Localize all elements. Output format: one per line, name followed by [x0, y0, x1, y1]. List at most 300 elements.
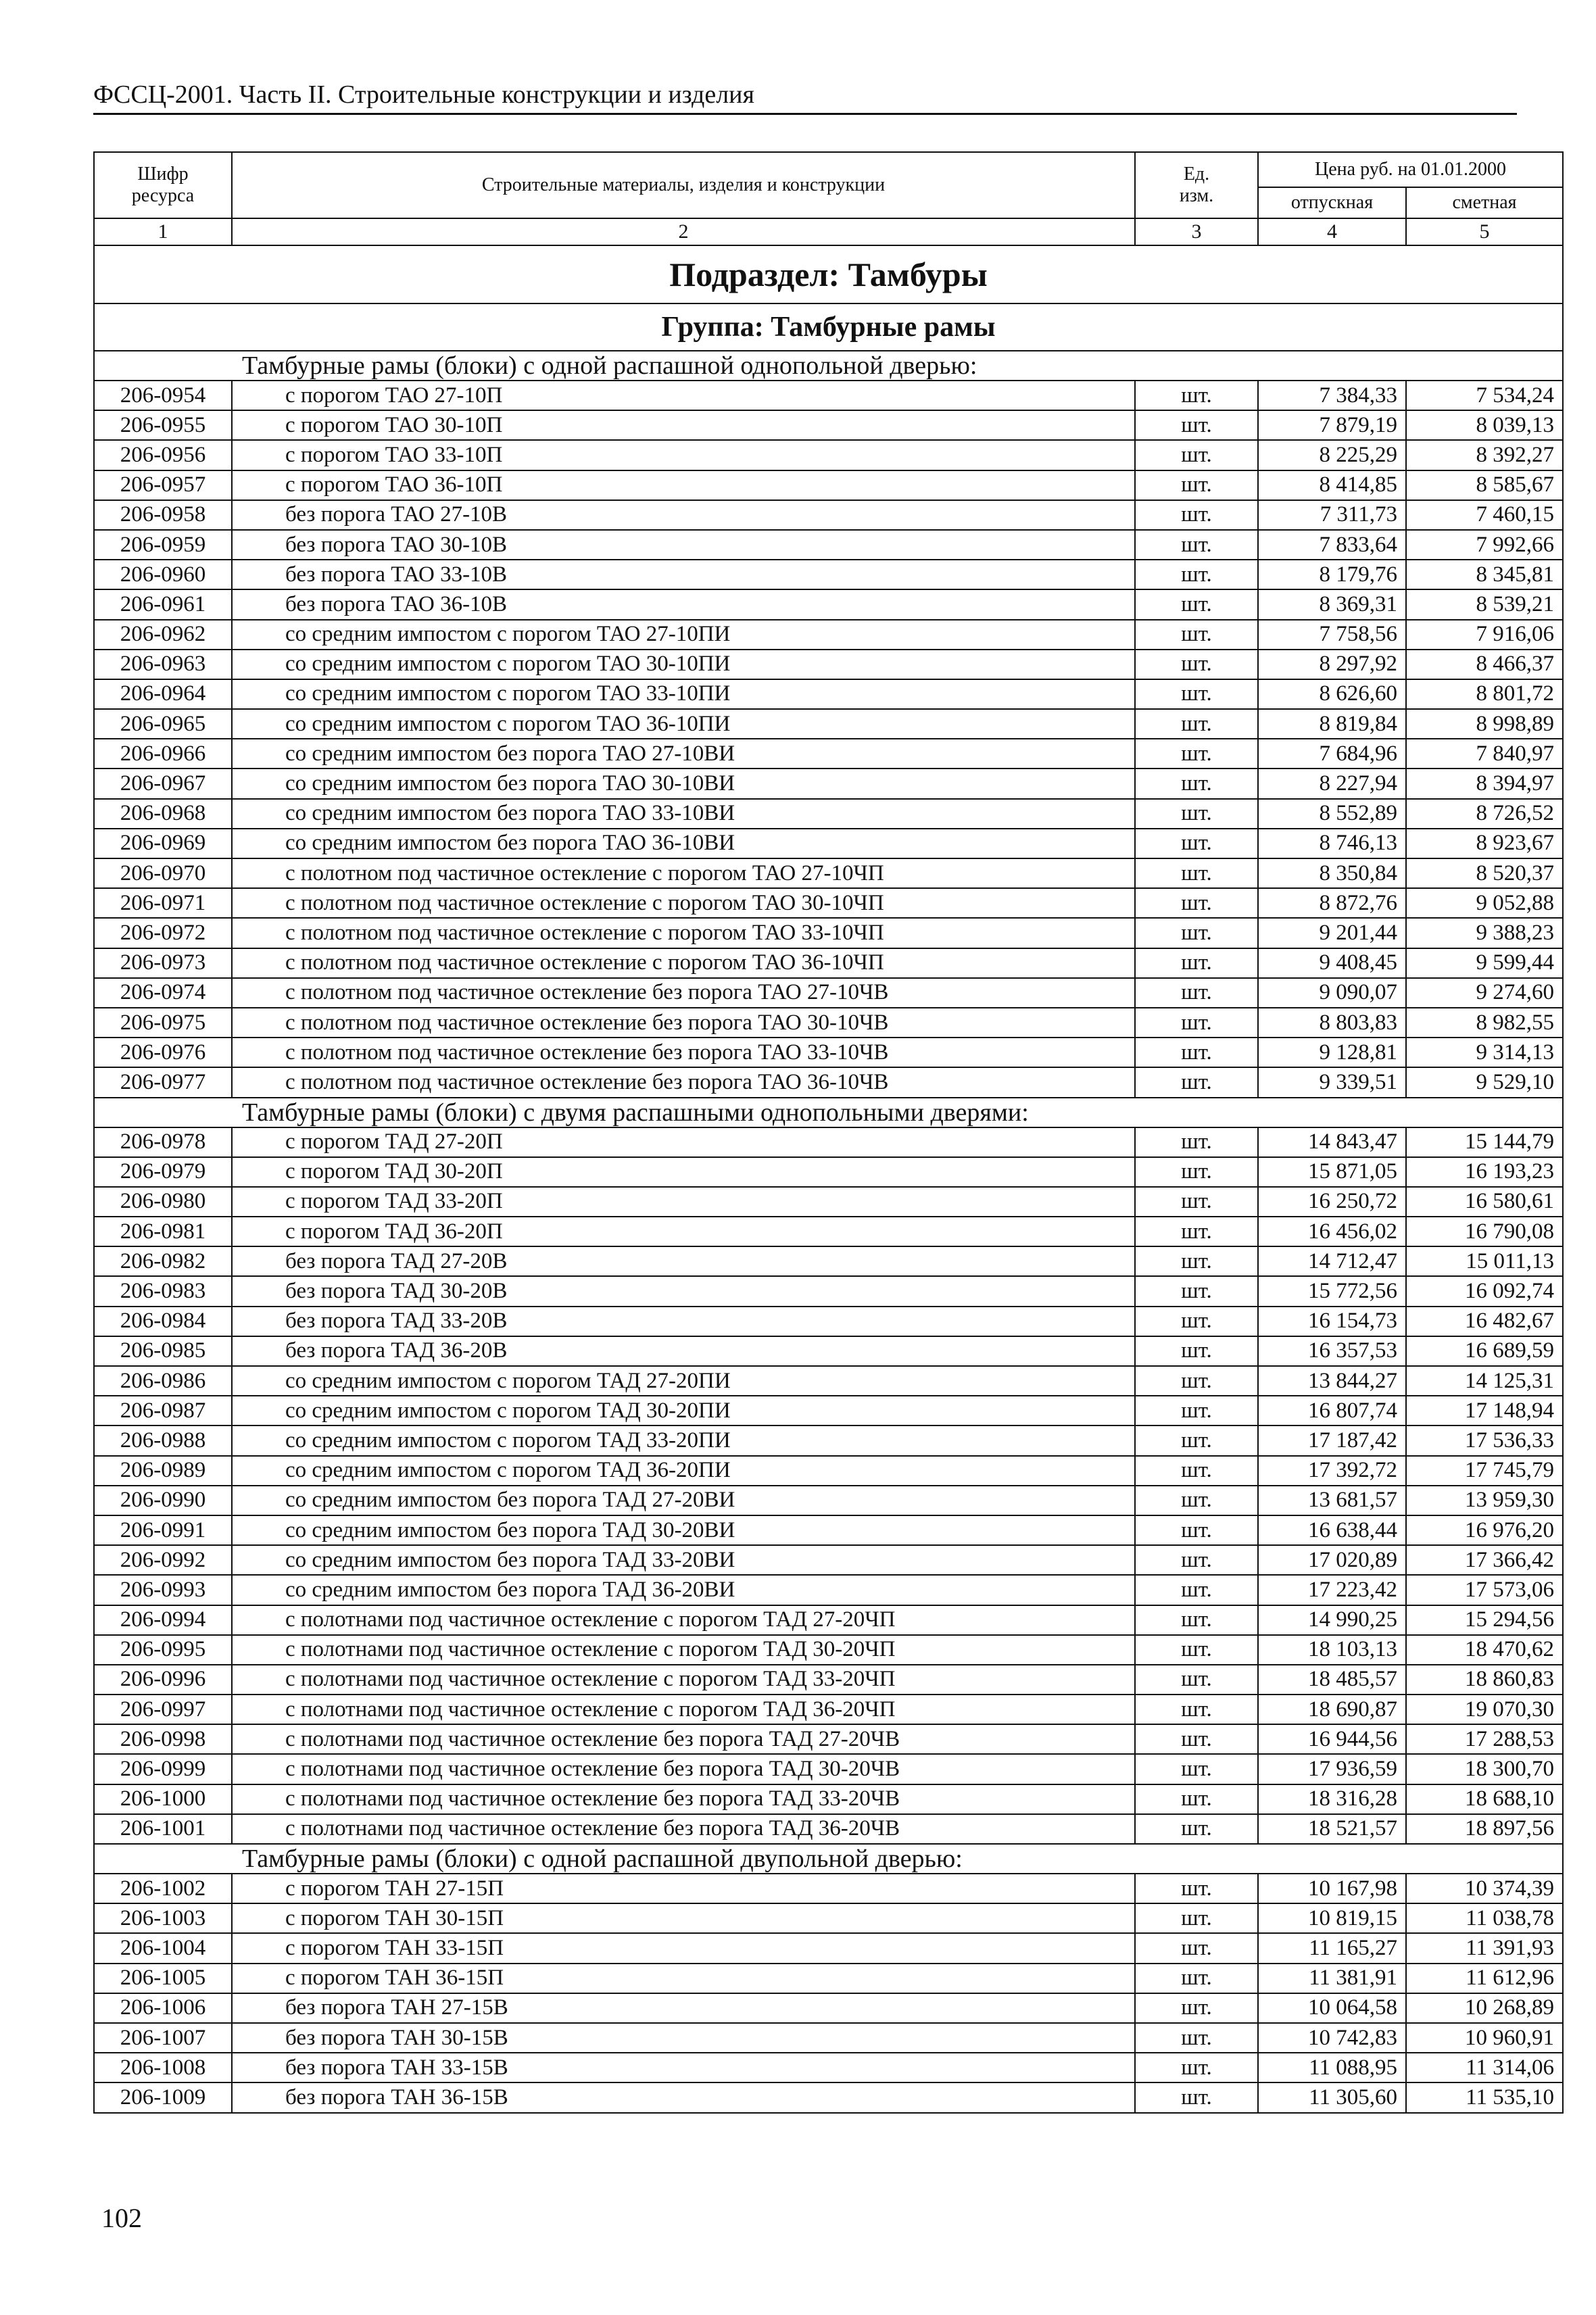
price-release: 15 772,56: [1258, 1276, 1406, 1306]
unit: шт.: [1135, 1515, 1258, 1545]
table-row: [94, 1814, 1563, 1844]
resource-code: 206-0990: [94, 1486, 232, 1515]
price-release: 16 638,44: [1258, 1515, 1406, 1545]
resource-code: 206-0967: [94, 769, 232, 798]
unit: шт.: [1135, 1425, 1258, 1455]
table-row: [94, 858, 1563, 888]
table-row: [94, 1038, 1563, 1067]
table-row: [94, 1754, 1563, 1784]
resource-code: 206-0979: [94, 1157, 232, 1187]
table-row: [94, 1575, 1563, 1605]
price-release: 13 681,57: [1258, 1486, 1406, 1515]
header-unit-label: Ед. изм.: [1179, 163, 1214, 206]
unit: шт.: [1135, 739, 1258, 769]
resource-code: 206-1008: [94, 2053, 232, 2082]
unit: шт.: [1135, 1187, 1258, 1217]
price-estimate: 15 294,56: [1406, 1605, 1563, 1635]
resource-code: 206-0962: [94, 620, 232, 650]
resource-code: 206-0966: [94, 739, 232, 769]
unit: шт.: [1135, 799, 1258, 829]
resource-code: 206-0973: [94, 948, 232, 978]
price-release: 13 844,27: [1258, 1366, 1406, 1396]
group-row: [94, 303, 1563, 351]
price-table: [93, 151, 1564, 2114]
header-price-release-label: отпускная: [1290, 191, 1374, 213]
header-unit: [1135, 152, 1258, 218]
item-name: с полотнами под частичное остекление без порога ТАД 27-20ЧВ: [232, 1724, 1135, 1754]
item-name: со средним импостом с порогом ТАО 33-10ПИ: [232, 679, 1135, 709]
subgroup-row: [94, 1098, 1563, 1127]
price-estimate: 14 125,31: [1406, 1366, 1563, 1396]
resource-code: 206-0968: [94, 799, 232, 829]
unit: шт.: [1135, 1545, 1258, 1575]
item-name: с порогом ТАН 33-15П: [232, 1933, 1135, 1963]
table-row: [94, 799, 1563, 829]
price-estimate: 17 366,42: [1406, 1545, 1563, 1575]
item-name: с полотнами под частичное остекление без порога ТАД 30-20ЧВ: [232, 1754, 1135, 1784]
price-estimate: 8 726,52: [1406, 799, 1563, 829]
subgroup-title: Тамбурные рамы (блоки) с двумя распашными однопольными дверями:: [94, 1098, 1563, 1127]
item-name: с полотном под частичное остекление с порогом ТАО 36-10ЧП: [232, 948, 1135, 978]
price-release: 9 408,45: [1258, 948, 1406, 978]
item-name: со средним импостом без порога ТАД 27-20ВИ: [232, 1486, 1135, 1515]
unit: шт.: [1135, 679, 1258, 709]
price-release: 17 392,72: [1258, 1456, 1406, 1486]
price-release: 18 316,28: [1258, 1784, 1406, 1814]
table-row: [94, 650, 1563, 679]
item-name: с порогом ТАД 36-20П: [232, 1217, 1135, 1246]
item-name: со средним импостом без порога ТАД 33-20ВИ: [232, 1545, 1135, 1575]
item-name: без порога ТАД 36-20В: [232, 1336, 1135, 1366]
table-row: [94, 1127, 1563, 1157]
item-name: с полотном под частичное остекление без порога ТАО 36-10ЧВ: [232, 1067, 1135, 1097]
price-estimate: 15 144,79: [1406, 1127, 1563, 1157]
item-name: со средним импостом с порогом ТАО 36-10ПИ: [232, 709, 1135, 739]
table-row: [94, 1993, 1563, 2023]
price-estimate: 8 998,89: [1406, 709, 1563, 739]
price-estimate: 8 539,21: [1406, 589, 1563, 619]
price-release: 18 521,57: [1258, 1814, 1406, 1844]
unit: шт.: [1135, 858, 1258, 888]
header-price-group: [1258, 152, 1563, 187]
item-name: с полотнами под частичное остекление с порогом ТАД 36-20ЧП: [232, 1695, 1135, 1724]
table-row: [94, 410, 1563, 440]
price-estimate: 7 460,15: [1406, 500, 1563, 530]
table-row: [94, 530, 1563, 560]
unit: шт.: [1135, 918, 1258, 948]
resource-code: 206-0994: [94, 1605, 232, 1635]
item-name: без порога ТАД 27-20В: [232, 1246, 1135, 1276]
price-estimate: 13 959,30: [1406, 1486, 1563, 1515]
unit: шт.: [1135, 1635, 1258, 1665]
header-price-release: [1258, 187, 1406, 218]
item-name: с полотном под частичное остекление без порога ТАО 33-10ЧВ: [232, 1038, 1135, 1067]
table-row: [94, 2053, 1563, 2082]
resource-code: 206-0954: [94, 381, 232, 410]
unit: шт.: [1135, 1575, 1258, 1605]
price-release: 8 626,60: [1258, 679, 1406, 709]
price-estimate: 16 193,23: [1406, 1157, 1563, 1187]
price-release: 15 871,05: [1258, 1157, 1406, 1187]
resource-code: 206-0969: [94, 829, 232, 858]
table-row: [94, 1605, 1563, 1635]
table-row: [94, 381, 1563, 410]
unit: шт.: [1135, 1814, 1258, 1844]
price-release: 14 990,25: [1258, 1605, 1406, 1635]
item-name: с полотнами под частичное остекление с порогом ТАД 33-20ЧП: [232, 1665, 1135, 1695]
item-name: с полотнами под частичное остекление с порогом ТАД 27-20ЧП: [232, 1605, 1135, 1635]
resource-code: 206-1004: [94, 1933, 232, 1963]
resource-code: 206-1001: [94, 1814, 232, 1844]
price-release: 16 357,53: [1258, 1336, 1406, 1366]
resource-code: 206-0989: [94, 1456, 232, 1486]
item-name: с полотном под частичное остекление с порогом ТАО 33-10ЧП: [232, 918, 1135, 948]
unit: шт.: [1135, 1903, 1258, 1933]
item-name: со средним импостом без порога ТАО 30-10ВИ: [232, 769, 1135, 798]
price-release: 9 090,07: [1258, 978, 1406, 1008]
item-name: с порогом ТАД 33-20П: [232, 1187, 1135, 1217]
resource-code: 206-0978: [94, 1127, 232, 1157]
price-estimate: 8 394,97: [1406, 769, 1563, 798]
price-estimate: 8 345,81: [1406, 560, 1563, 589]
item-name: с полотном под частичное остекление без порога ТАО 27-10ЧВ: [232, 978, 1135, 1008]
unit: шт.: [1135, 1067, 1258, 1097]
item-name: с порогом ТАН 27-15П: [232, 1874, 1135, 1903]
header-price-group-label: Цена руб. на 01.01.2000: [1315, 158, 1506, 180]
table-row: [94, 1724, 1563, 1754]
resource-code: 206-0974: [94, 978, 232, 1008]
resource-code: 206-1005: [94, 1964, 232, 1993]
resource-code: 206-0955: [94, 410, 232, 440]
unit: шт.: [1135, 1307, 1258, 1336]
unit: шт.: [1135, 1127, 1258, 1157]
unit: шт.: [1135, 1366, 1258, 1396]
header-code-label: Шифр ресурса: [131, 163, 195, 206]
price-estimate: 11 314,06: [1406, 2053, 1563, 2082]
item-name: со средним импостом с порогом ТАО 30-10ПИ: [232, 650, 1135, 679]
price-release: 8 227,94: [1258, 769, 1406, 798]
price-release: 7 758,56: [1258, 620, 1406, 650]
resource-code: 206-0983: [94, 1276, 232, 1306]
table-row: [94, 829, 1563, 858]
price-release: 18 103,13: [1258, 1635, 1406, 1665]
unit: шт.: [1135, 1486, 1258, 1515]
resource-code: 206-0959: [94, 530, 232, 560]
table-row: [94, 620, 1563, 650]
resource-code: 206-0988: [94, 1425, 232, 1455]
table-row: [94, 560, 1563, 589]
resource-code: 206-0985: [94, 1336, 232, 1366]
price-estimate: 16 790,08: [1406, 1217, 1563, 1246]
price-estimate: 8 923,67: [1406, 829, 1563, 858]
unit: шт.: [1135, 888, 1258, 918]
resource-code: 206-0956: [94, 440, 232, 470]
item-name: со средним импостом без порога ТАО 36-10ВИ: [232, 829, 1135, 858]
unit: шт.: [1135, 589, 1258, 619]
item-name: со средним импостом с порогом ТАД 30-20ПИ: [232, 1396, 1135, 1425]
price-release: 14 843,47: [1258, 1127, 1406, 1157]
table-row: [94, 679, 1563, 709]
unit: шт.: [1135, 2082, 1258, 2112]
item-name: без порога ТАД 30-20В: [232, 1276, 1135, 1306]
table-row: [94, 918, 1563, 948]
item-name: без порога ТАН 36-15В: [232, 2082, 1135, 2112]
price-release: 7 833,64: [1258, 530, 1406, 560]
unit: шт.: [1135, 1754, 1258, 1784]
price-estimate: 17 745,79: [1406, 1456, 1563, 1486]
price-estimate: 16 689,59: [1406, 1336, 1563, 1366]
unit: шт.: [1135, 650, 1258, 679]
price-estimate: 10 268,89: [1406, 1993, 1563, 2023]
header-name: [232, 152, 1135, 218]
resource-code: 206-0977: [94, 1067, 232, 1097]
resource-code: 206-0972: [94, 918, 232, 948]
item-name: без порога ТАН 27-15В: [232, 1993, 1135, 2023]
price-estimate: 8 982,55: [1406, 1008, 1563, 1038]
table-row: [94, 500, 1563, 530]
item-name: со средним импостом без порога ТАД 36-20ВИ: [232, 1575, 1135, 1605]
item-name: со средним импостом с порогом ТАД 27-20ПИ: [232, 1366, 1135, 1396]
table-row: [94, 709, 1563, 739]
column-number: 1: [94, 218, 232, 245]
item-name: со средним импостом с порогом ТАД 36-20ПИ: [232, 1456, 1135, 1486]
price-release: 14 712,47: [1258, 1246, 1406, 1276]
table-row: [94, 1665, 1563, 1695]
table-row: [94, 948, 1563, 978]
price-estimate: 19 070,30: [1406, 1695, 1563, 1724]
resource-code: 206-0971: [94, 888, 232, 918]
price-estimate: 8 801,72: [1406, 679, 1563, 709]
resource-code: 206-0965: [94, 709, 232, 739]
column-numbers-row: [94, 218, 1563, 245]
price-estimate: 9 599,44: [1406, 948, 1563, 978]
table-row: [94, 1964, 1563, 1993]
price-estimate: 17 288,53: [1406, 1724, 1563, 1754]
price-estimate: 7 916,06: [1406, 620, 1563, 650]
price-release: 18 690,87: [1258, 1695, 1406, 1724]
column-number: 4: [1258, 218, 1406, 245]
price-release: 10 742,83: [1258, 2023, 1406, 2053]
price-release: 11 381,91: [1258, 1964, 1406, 1993]
table-row: [94, 769, 1563, 798]
price-release: 8 369,31: [1258, 589, 1406, 619]
header-row: [94, 152, 1563, 187]
price-estimate: 7 992,66: [1406, 530, 1563, 560]
price-estimate: 18 688,10: [1406, 1784, 1563, 1814]
item-name: без порога ТАН 30-15В: [232, 2023, 1135, 2053]
item-name: без порога ТАО 27-10В: [232, 500, 1135, 530]
unit: шт.: [1135, 1724, 1258, 1754]
unit: шт.: [1135, 1276, 1258, 1306]
resource-code: 206-1003: [94, 1903, 232, 1933]
price-release: 9 201,44: [1258, 918, 1406, 948]
price-estimate: 9 314,13: [1406, 1038, 1563, 1067]
price-estimate: 16 580,61: [1406, 1187, 1563, 1217]
unit: шт.: [1135, 2023, 1258, 2053]
header-price-estimate-label: сметная: [1452, 191, 1517, 213]
price-release: 8 414,85: [1258, 470, 1406, 500]
unit: шт.: [1135, 1217, 1258, 1246]
price-release: 16 250,72: [1258, 1187, 1406, 1217]
resource-code: 206-0957: [94, 470, 232, 500]
item-name: с порогом ТАО 27-10П: [232, 381, 1135, 410]
table-row: [94, 1276, 1563, 1306]
item-name: со средним импостом с порогом ТАД 33-20ПИ: [232, 1425, 1135, 1455]
unit: шт.: [1135, 769, 1258, 798]
table-row: [94, 1784, 1563, 1814]
table-row: [94, 1695, 1563, 1724]
header-price-estimate: [1406, 187, 1563, 218]
resource-code: 206-0982: [94, 1246, 232, 1276]
item-name: с полотном под частичное остекление с порогом ТАО 30-10ЧП: [232, 888, 1135, 918]
price-release: 17 936,59: [1258, 1754, 1406, 1784]
resource-code: 206-0980: [94, 1187, 232, 1217]
item-name: со средним импостом с порогом ТАО 27-10ПИ: [232, 620, 1135, 650]
resource-code: 206-0984: [94, 1307, 232, 1336]
table-row: [94, 739, 1563, 769]
price-estimate: 17 148,94: [1406, 1396, 1563, 1425]
price-table-body: [94, 152, 1563, 2113]
price-estimate: 9 052,88: [1406, 888, 1563, 918]
resource-code: 206-0960: [94, 560, 232, 589]
unit: шт.: [1135, 1008, 1258, 1038]
price-release: 9 339,51: [1258, 1067, 1406, 1097]
table-row: [94, 1366, 1563, 1396]
header-code: [94, 152, 232, 218]
resource-code: 206-0993: [94, 1575, 232, 1605]
unit: шт.: [1135, 440, 1258, 470]
price-estimate: 18 897,56: [1406, 1814, 1563, 1844]
unit: шт.: [1135, 1336, 1258, 1366]
price-release: 8 179,76: [1258, 560, 1406, 589]
unit: шт.: [1135, 500, 1258, 530]
price-estimate: 15 011,13: [1406, 1246, 1563, 1276]
header-rule: [93, 113, 1517, 115]
resource-code: 206-1002: [94, 1874, 232, 1903]
price-release: 8 803,83: [1258, 1008, 1406, 1038]
price-release: 8 819,84: [1258, 709, 1406, 739]
group-title: Группа: Тамбурные рамы: [94, 303, 1563, 351]
price-release: 10 167,98: [1258, 1874, 1406, 1903]
price-estimate: 8 585,67: [1406, 470, 1563, 500]
price-release: 11 088,95: [1258, 2053, 1406, 2082]
price-estimate: 8 039,13: [1406, 410, 1563, 440]
item-name: с порогом ТАД 30-20П: [232, 1157, 1135, 1187]
table-row: [94, 1217, 1563, 1246]
price-estimate: 7 840,97: [1406, 739, 1563, 769]
subgroup-row: [94, 351, 1563, 381]
table-row: [94, 1157, 1563, 1187]
price-estimate: 9 388,23: [1406, 918, 1563, 948]
price-release: 7 879,19: [1258, 410, 1406, 440]
item-name: с порогом ТАО 30-10П: [232, 410, 1135, 440]
resource-code: 206-0987: [94, 1396, 232, 1425]
price-estimate: 16 092,74: [1406, 1276, 1563, 1306]
unit: шт.: [1135, 381, 1258, 410]
resource-code: 206-0998: [94, 1724, 232, 1754]
price-release: 7 384,33: [1258, 381, 1406, 410]
unit: шт.: [1135, 410, 1258, 440]
resource-code: 206-0976: [94, 1038, 232, 1067]
unit: шт.: [1135, 978, 1258, 1008]
item-name: с порогом ТАД 27-20П: [232, 1127, 1135, 1157]
price-release: 11 165,27: [1258, 1933, 1406, 1963]
item-name: без порога ТАД 33-20В: [232, 1307, 1135, 1336]
price-release: 8 225,29: [1258, 440, 1406, 470]
item-name: с полотном под частичное остекление с порогом ТАО 27-10ЧП: [232, 858, 1135, 888]
item-name: с полотнами под частичное остекление с порогом ТАД 30-20ЧП: [232, 1635, 1135, 1665]
unit: шт.: [1135, 470, 1258, 500]
table-row: [94, 1425, 1563, 1455]
price-release: 8 350,84: [1258, 858, 1406, 888]
price-release: 7 311,73: [1258, 500, 1406, 530]
price-release: 8 552,89: [1258, 799, 1406, 829]
unit: шт.: [1135, 948, 1258, 978]
table-row: [94, 1903, 1563, 1933]
item-name: без порога ТАО 36-10В: [232, 589, 1135, 619]
table-row: [94, 888, 1563, 918]
unit: шт.: [1135, 709, 1258, 739]
price-estimate: 11 038,78: [1406, 1903, 1563, 1933]
table-row: [94, 978, 1563, 1008]
price-release: 17 223,42: [1258, 1575, 1406, 1605]
table-row: [94, 1246, 1563, 1276]
price-estimate: 8 520,37: [1406, 858, 1563, 888]
table-row: [94, 1874, 1563, 1903]
column-number: 2: [232, 218, 1135, 245]
item-name: без порога ТАО 33-10В: [232, 560, 1135, 589]
item-name: без порога ТАН 33-15В: [232, 2053, 1135, 2082]
price-estimate: 17 573,06: [1406, 1575, 1563, 1605]
price-estimate: 10 374,39: [1406, 1874, 1563, 1903]
price-release: 16 944,56: [1258, 1724, 1406, 1754]
price-release: 7 684,96: [1258, 739, 1406, 769]
unit: шт.: [1135, 2053, 1258, 2082]
price-estimate: 17 536,33: [1406, 1425, 1563, 1455]
unit: шт.: [1135, 1038, 1258, 1067]
subgroup-title: Тамбурные рамы (блоки) с одной распашной двупольной дверью:: [94, 1844, 1563, 1874]
item-name: с порогом ТАН 36-15П: [232, 1964, 1135, 1993]
resource-code: 206-0970: [94, 858, 232, 888]
item-name: со средним импостом без порога ТАО 27-10ВИ: [232, 739, 1135, 769]
price-estimate: 18 470,62: [1406, 1635, 1563, 1665]
header-name-label: Строительные материалы, изделия и конструкции: [481, 174, 886, 195]
price-estimate: 18 300,70: [1406, 1754, 1563, 1784]
table-row: [94, 1545, 1563, 1575]
item-name: со средним импостом без порога ТАО 33-10ВИ: [232, 799, 1135, 829]
unit: шт.: [1135, 1605, 1258, 1635]
table-row: [94, 1486, 1563, 1515]
price-estimate: 8 392,27: [1406, 440, 1563, 470]
price-estimate: 11 612,96: [1406, 1964, 1563, 1993]
price-estimate: 8 466,37: [1406, 650, 1563, 679]
resource-code: 206-1000: [94, 1784, 232, 1814]
price-estimate: 10 960,91: [1406, 2023, 1563, 2053]
unit: шт.: [1135, 1246, 1258, 1276]
price-estimate: 11 391,93: [1406, 1933, 1563, 1963]
unit: шт.: [1135, 1157, 1258, 1187]
price-release: 10 819,15: [1258, 1903, 1406, 1933]
price-release: 10 064,58: [1258, 1993, 1406, 2023]
item-name: со средним импостом без порога ТАД 30-20ВИ: [232, 1515, 1135, 1545]
section-row: [94, 245, 1563, 303]
item-name: с полотнами под частичное остекление без порога ТАД 36-20ЧВ: [232, 1814, 1135, 1844]
table-row: [94, 1008, 1563, 1038]
resource-code: 206-0981: [94, 1217, 232, 1246]
price-estimate: 16 482,67: [1406, 1307, 1563, 1336]
unit: шт.: [1135, 1396, 1258, 1425]
resource-code: 206-0995: [94, 1635, 232, 1665]
